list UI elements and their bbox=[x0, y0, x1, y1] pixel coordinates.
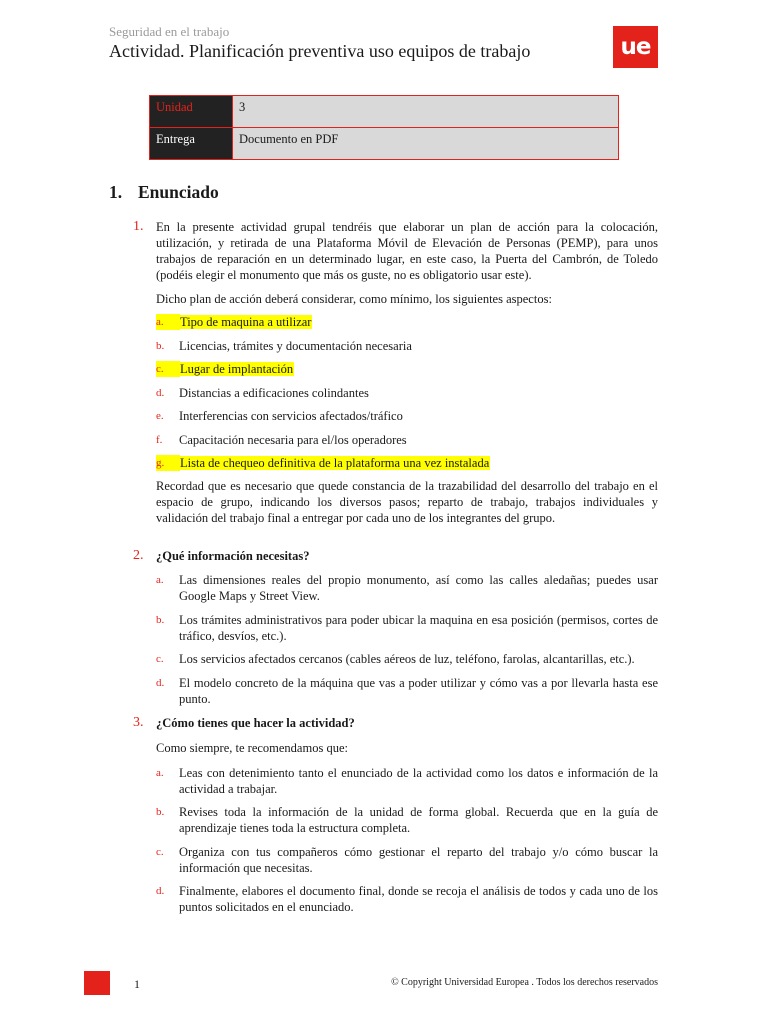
list-item bbox=[156, 612, 658, 644]
document-body bbox=[133, 219, 658, 915]
list-letter: c. bbox=[156, 653, 164, 665]
list-item-text: Interferencias con servicios afectados/tráfico bbox=[179, 409, 403, 423]
aspect-list bbox=[156, 314, 658, 471]
info-key: Entrega bbox=[150, 128, 233, 160]
list-letter: c. bbox=[156, 845, 164, 858]
question-number: 1. bbox=[133, 219, 144, 234]
info-row-unidad bbox=[150, 96, 619, 128]
copyright-notice: © Copyright Universidad Europea . Todos los derechos reservados bbox=[391, 977, 658, 988]
list-item-text: Finalmente, elabores el documento final, donde se recoja el análisis de todos y cada uno de los puntos solicitados en el enunciado. bbox=[179, 884, 658, 914]
list-item-text bbox=[180, 314, 658, 330]
list-item bbox=[156, 408, 658, 424]
list-item-text: El modelo concreto de la máquina que vas a poder utilizar y cómo vas a por llevarla hasta ese punto. bbox=[179, 675, 658, 706]
list-letter: e. bbox=[156, 410, 164, 422]
list-item bbox=[156, 455, 658, 471]
list-item-text: Licencias, trámites y documentación necesaria bbox=[179, 338, 412, 353]
document-subtitle: Seguridad en el trabajo bbox=[109, 24, 230, 39]
question-text: En la presente actividad grupal tendréis que elaborar un plan de acción para la colocación, utilización, y retirada de una Plataforma Móvil de Elevación de Personas (PEMP), para unos trabajos de reparación en un determinado lugar, en este caso, la Puerta del Cambrón, de Toledo (podéis elegir el monumento que más os guste, no es obligatorio usar este). bbox=[156, 220, 658, 282]
question-number: 3. bbox=[133, 714, 144, 730]
list-item-text: Capacitación necesaria para el/los operadores bbox=[179, 432, 407, 447]
info-list bbox=[156, 572, 658, 707]
list-item bbox=[156, 361, 658, 377]
section-title: Enunciado bbox=[138, 182, 219, 202]
info-value: Documento en PDF bbox=[233, 128, 619, 160]
list-item bbox=[156, 432, 658, 448]
list-item bbox=[156, 385, 658, 401]
list-letter: b. bbox=[156, 806, 165, 818]
list-item-text: Revises toda la información de la unidad de forma global. Recuerda que en la guía de aprendizaje tienes toda la estructura completa. bbox=[179, 805, 658, 835]
list-letter: c. bbox=[156, 361, 180, 377]
list-letter: b. bbox=[156, 339, 165, 352]
list-item bbox=[156, 572, 658, 604]
list-letter: d. bbox=[156, 676, 165, 689]
list-item-text: Distancias a edificaciones colindantes bbox=[179, 385, 369, 400]
list-item bbox=[156, 765, 658, 797]
question-1 bbox=[133, 219, 658, 283]
section-number: 1. bbox=[109, 182, 123, 202]
list-item-text bbox=[180, 361, 658, 377]
paragraph: Dicho plan de acción deberá considerar, como mínimo, los siguientes aspectos: bbox=[156, 292, 552, 306]
highlighted-text: Lista de chequeo definitiva de la plataforma una vez instalada bbox=[180, 456, 490, 470]
list-letter: d. bbox=[156, 386, 165, 399]
paragraph: Recordad que es necesario que quede constancia de la trazabilidad del desarrollo del trabajo en el espacio de grupo, indicando los diversos pasos; reparto de trabajo, trabajos individuales y validación del trabajo final a entregar por cada uno de los integrantes del grupo. bbox=[156, 479, 658, 525]
highlighted-text: Lugar de implantación bbox=[180, 362, 294, 376]
list-item bbox=[156, 804, 658, 836]
activity-info-table bbox=[149, 95, 619, 160]
list-letter: a. bbox=[156, 766, 164, 779]
list-item bbox=[156, 675, 658, 707]
list-item bbox=[156, 844, 658, 876]
question-3 bbox=[133, 715, 658, 731]
list-item-text: Organiza con tus compañeros cómo gestionar el reparto del trabajo y/o cómo buscar la información que necesitas. bbox=[179, 844, 658, 875]
question-text: ¿Cómo tienes que hacer la actividad? bbox=[156, 715, 355, 730]
list-item bbox=[156, 651, 658, 667]
list-letter: a. bbox=[156, 574, 164, 586]
question-text: ¿Qué información necesitas? bbox=[156, 549, 310, 563]
list-letter: a. bbox=[156, 314, 180, 330]
list-letter: b. bbox=[156, 613, 165, 626]
list-item-text: Leas con detenimiento tanto el enunciado de la actividad como los datos e información de la actividad a trabajar. bbox=[179, 765, 658, 796]
list-item bbox=[156, 338, 658, 354]
list-letter: f. bbox=[156, 433, 163, 446]
info-row-entrega bbox=[150, 128, 619, 160]
universidad-europea-logo: ue bbox=[613, 26, 658, 68]
list-letter: g. bbox=[156, 455, 180, 471]
paragraph: Como siempre, te recomendamos que: bbox=[156, 740, 348, 755]
list-item-text: Los servicios afectados cercanos (cables aéreos de luz, teléfono, farolas, alcantarillas, etc.). bbox=[179, 652, 635, 666]
list-item bbox=[156, 314, 658, 330]
info-key: Unidad bbox=[150, 96, 233, 128]
info-value: 3 bbox=[233, 96, 619, 128]
list-item-text: Los trámites administrativos para poder ubicar la maquina en esa posición (permisos, cortes de tráfico, desvíos, etc.). bbox=[179, 612, 658, 643]
recommendation-list bbox=[156, 765, 658, 916]
list-item bbox=[156, 883, 658, 915]
document-title: Actividad. Planificación preventiva uso equipos de trabajo bbox=[109, 41, 531, 61]
question-number: 2. bbox=[133, 548, 144, 563]
section-heading bbox=[109, 182, 219, 203]
list-item-text: Las dimensiones reales del propio monumento, así como las calles aledañas; puedes usar Google Maps y Street View. bbox=[179, 573, 658, 603]
footer-red-square bbox=[84, 971, 110, 995]
list-item-text bbox=[180, 455, 658, 471]
list-letter: d. bbox=[156, 885, 165, 897]
page-number: 1 bbox=[134, 977, 140, 991]
highlighted-text: Tipo de maquina a utilizar bbox=[180, 315, 312, 329]
question-2 bbox=[133, 548, 658, 564]
